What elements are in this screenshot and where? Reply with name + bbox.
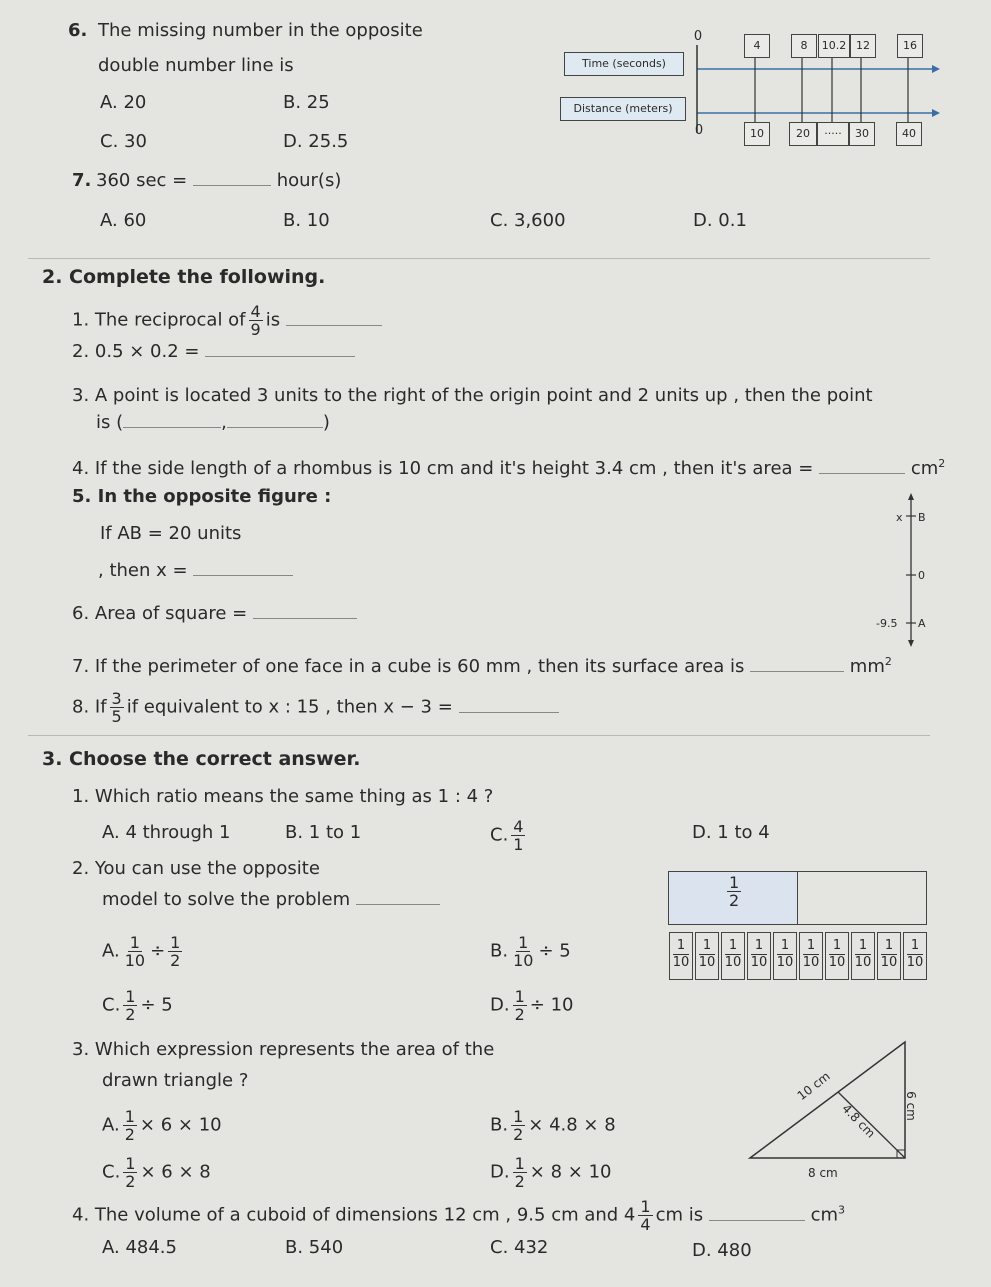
time-value-2: 8 (791, 34, 817, 58)
s2-item-3-line2: is ( , ) (96, 412, 330, 433)
triangle-drawing (740, 1030, 920, 1165)
distance-value-4: 30 (849, 122, 875, 146)
s3-q3-stem-line1: 3. Which expression represents the area of the (72, 1039, 495, 1060)
point-a-label: A (918, 617, 926, 630)
time-value-1: 4 (744, 34, 770, 58)
point-x-label: x (896, 511, 903, 524)
q7-stem: 360 sec = hour(s) (96, 170, 342, 191)
s3-q4-stem: 4. The volume of a cuboid of dimensions 12 cm , 9.5 cm and 4 $\frac{1}{4}$ cm is $cm^3$ (72, 1197, 846, 1234)
s2-item-1-blank[interactable] (286, 311, 382, 326)
s3-q3-option-c[interactable]: C. $\frac{1}{2}$ × 6 × 8 (102, 1154, 211, 1191)
q6-option-a[interactable]: A. 20 (100, 92, 147, 113)
q6-option-b[interactable]: B. 25 (283, 92, 330, 113)
s2-item-7: 7. If the perimeter of one face in a cube is 60 mm , then its surface area is $mm^2$ (72, 655, 892, 677)
tenth-cell: 1 10 (669, 932, 693, 980)
s3-q2-option-b[interactable]: B. $\frac{1}{10}$ ÷ 5 (490, 933, 571, 970)
s2-item-6: 6. Area of square = (72, 603, 357, 625)
s2-item-3-y-blank[interactable] (227, 413, 323, 428)
s3-q1-option-d[interactable]: D. 1 to 4 (692, 822, 770, 843)
model-half-label: $\frac{1}{2}$ (729, 873, 740, 910)
q7-option-a[interactable]: A. 60 (100, 210, 147, 231)
tenth-cell: 1 10 (721, 932, 745, 980)
fraction-3-5: $\frac{3}{5}$ (111, 689, 122, 726)
distance-value-5: 40 (896, 122, 922, 146)
section-2-title: 2. Complete the following. (42, 266, 326, 288)
q6-stem-line1: The missing number in the opposite (98, 20, 423, 41)
tenth-cell: 1 10 (747, 932, 771, 980)
s2-item-6-blank[interactable] (253, 604, 357, 619)
s3-q4-blank[interactable] (709, 1206, 805, 1221)
s3-q2-stem-line1: 2. You can use the opposite (72, 858, 320, 879)
distance-value-2: 20 (789, 122, 817, 146)
time-value-0: 0 (693, 29, 703, 44)
s3-q3-option-a[interactable]: A. $\frac{1}{2}$ × 6 × 10 (102, 1107, 222, 1144)
distance-value-1: 10 (744, 122, 770, 146)
s2-item-4-blank[interactable] (819, 459, 905, 474)
q6-option-d[interactable]: D. 25.5 (283, 131, 349, 152)
tenth-cell: 1 10 (851, 932, 875, 980)
q6-number: 6. (68, 20, 88, 41)
q7-number: 7. (72, 170, 92, 191)
q7-option-c[interactable]: C. 3,600 (490, 210, 566, 231)
time-value-5: 16 (897, 34, 923, 58)
time-label-box: Time (seconds) (564, 52, 684, 76)
section-divider-2 (28, 735, 930, 736)
tenth-cell: 1 10 (825, 932, 849, 980)
s2-item-5-given: If AB = 20 units (100, 523, 242, 544)
s2-item-2: 2. 0.5 × 0.2 = (72, 341, 355, 363)
tenth-cell: 1 10 (773, 932, 797, 980)
s3-q2-option-d[interactable]: D. $\frac{1}{2}$ ÷ 10 (490, 987, 574, 1024)
s2-item-3-line1: 3. A point is located 3 units to the right of the origin point and 2 units up , then the point (72, 385, 873, 406)
s2-item-7-blank[interactable] (750, 657, 844, 672)
s3-q1-option-a[interactable]: A. 4 through 1 (102, 822, 231, 843)
tenth-cell: 1 10 (695, 932, 719, 980)
distance-label-box: Distance (meters) (560, 97, 686, 121)
tenth-cell: 1 10 (903, 932, 927, 980)
s2-item-4: 4. If the side length of a rhombus is 10 cm and it's height 3.4 cm , then it's area = $cm^2$ (72, 457, 946, 479)
s3-q2-option-c[interactable]: C. $\frac{1}{2}$ ÷ 5 (102, 987, 173, 1024)
q7-option-b[interactable]: B. 10 (283, 210, 330, 231)
s3-q4-option-c[interactable]: C. 432 (490, 1237, 549, 1258)
q7-option-d[interactable]: D. 0.1 (693, 210, 747, 231)
s3-q4-option-a[interactable]: A. 484.5 (102, 1237, 177, 1258)
s2-item-5-question: , then x = (98, 560, 293, 582)
s3-q1-stem: 1. Which ratio means the same thing as 1 : 4 ? (72, 786, 494, 807)
distance-missing-value: ····· (817, 122, 849, 146)
s2-item-8-blank[interactable] (459, 698, 559, 713)
s2-item-5-blank[interactable] (193, 561, 293, 576)
s3-q3-option-b[interactable]: B. $\frac{1}{2}$ × 4.8 × 8 (490, 1107, 616, 1144)
point-neg-value-label: -9.5 (876, 617, 898, 630)
s3-q1-option-c[interactable]: C. $\frac{4}{1}$ (490, 817, 524, 854)
q6-stem-line2: double number line is (98, 55, 294, 76)
s3-q3-option-d[interactable]: D. $\frac{1}{2}$ × 8 × 10 (490, 1154, 612, 1191)
distance-value-0: 0 (694, 123, 704, 138)
q6-option-c[interactable]: C. 30 (100, 131, 147, 152)
tenth-cell: 1 10 (877, 932, 901, 980)
s3-q2-stem-line2: model to solve the problem (102, 889, 440, 911)
s2-item-3-x-blank[interactable] (123, 413, 221, 428)
fraction-4-9: $\frac{4}{9}$ (250, 302, 261, 339)
s3-q4-option-b[interactable]: B. 540 (285, 1237, 344, 1258)
section-divider (28, 258, 930, 259)
model-half-empty (796, 871, 927, 925)
triangle-hypotenuse-label: 10 cm (794, 1068, 833, 1104)
origin-label: 0 (918, 569, 925, 582)
s3-q1-option-b[interactable]: B. 1 to 1 (285, 822, 362, 843)
triangle-altitude-label: 4.8 cm (839, 1101, 878, 1141)
s3-q4-option-d[interactable]: D. 480 (692, 1240, 752, 1261)
q7-answer-blank[interactable] (193, 171, 271, 186)
tenth-cell: 1 10 (799, 932, 823, 980)
s3-q2-blank[interactable] (356, 890, 440, 905)
s2-item-2-blank[interactable] (205, 342, 355, 357)
point-b-label: B (918, 511, 926, 524)
s2-item-8: 8. If $\frac{3}{5}$ if equivalent to x : 15 , then x − 3 = (72, 690, 559, 725)
s2-item-1: 1. The reciprocal of $\frac{4}{9}$ is (72, 303, 382, 338)
s3-q2-option-a[interactable]: A. $\frac{1}{10}$ ÷ $\frac{1}{2}$ (102, 933, 181, 970)
time-value-3: 10.2 (818, 34, 850, 58)
s2-item-5: 5. In the opposite figure : (72, 486, 332, 507)
time-value-4: 12 (850, 34, 876, 58)
s3-q3-stem-line2: drawn triangle ? (102, 1070, 249, 1091)
triangle-side-label: 6 cm (903, 1091, 918, 1121)
triangle-base-label: 8 cm (808, 1166, 838, 1180)
section-3-title: 3. Choose the correct answer. (42, 748, 361, 770)
